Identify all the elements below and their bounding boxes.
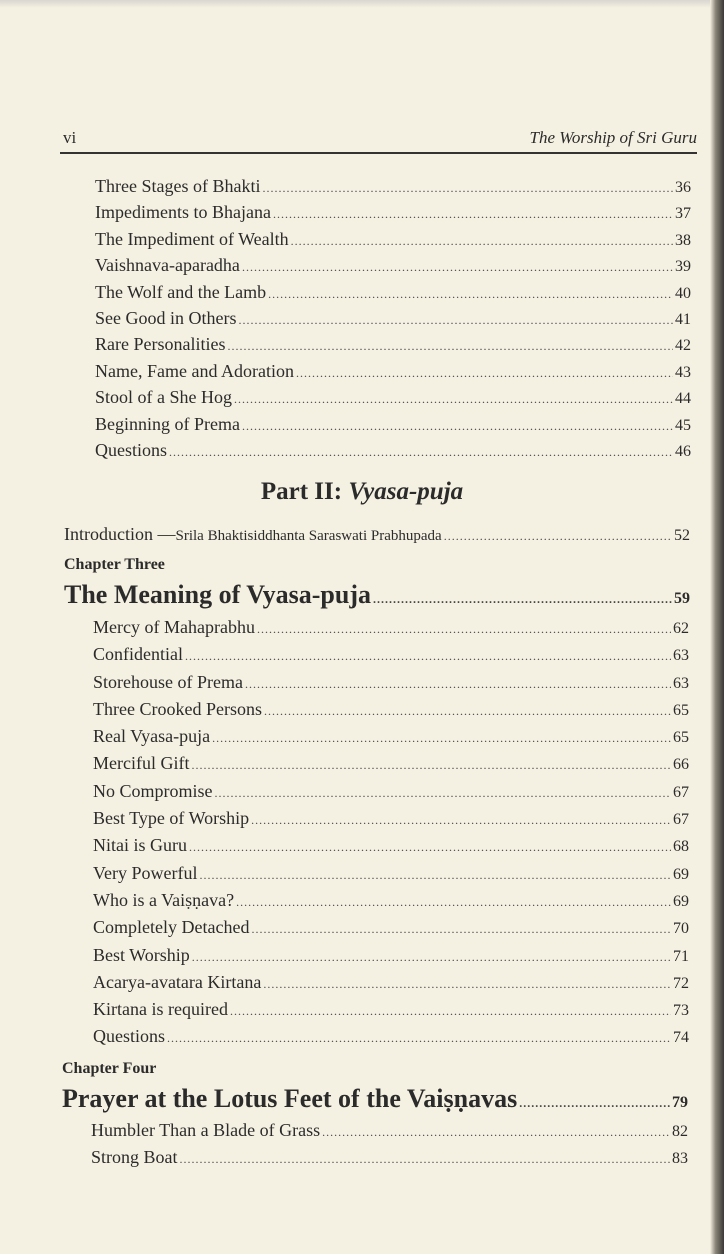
toc-entry-introduction[interactable]: [64, 524, 690, 550]
toc-section-chapter3: [93, 617, 689, 1054]
dot-leader: [322, 1125, 670, 1140]
entry-title: Name, Fame and Adoration: [95, 360, 294, 381]
entry-page: 69: [673, 892, 689, 910]
dot-leader: [230, 1004, 671, 1019]
entry-page: 72: [673, 974, 689, 992]
entry-title: Three Crooked Persons: [93, 698, 262, 719]
chapter-page: 59: [674, 590, 690, 607]
entry-title: Who is a Vaiṣṇava?: [93, 889, 235, 910]
chapter-title-entry[interactable]: [64, 580, 690, 614]
entry-title: No Compromise: [93, 780, 213, 801]
toc-entry[interactable]: [93, 781, 689, 808]
entry-title: Vaishnava-aparadha: [95, 255, 240, 276]
dot-leader: [199, 868, 671, 883]
entry-page: 40: [675, 284, 691, 302]
toc-section-chapter4: [91, 1120, 688, 1175]
dot-leader: [180, 1152, 670, 1167]
chapter-page: 79: [672, 1094, 688, 1111]
dot-leader: [291, 234, 673, 249]
entry-page: 66: [673, 756, 689, 774]
toc-entry[interactable]: [95, 202, 691, 228]
entry-title: Rare Personalities: [95, 334, 226, 355]
part-heading: [0, 478, 724, 506]
toc-entry[interactable]: [93, 808, 689, 835]
entry-page: 62: [673, 620, 689, 637]
entry-title: Nitai is Guru: [93, 835, 187, 856]
dot-leader: [264, 704, 671, 719]
chapter-title-entry[interactable]: [62, 1084, 688, 1118]
toc-entry[interactable]: [93, 672, 689, 699]
dot-leader: [212, 731, 671, 746]
entry-title: Questions: [93, 1026, 165, 1047]
dot-leader: [262, 181, 673, 196]
toc-entry[interactable]: [95, 308, 691, 334]
dot-leader: [236, 895, 671, 910]
dot-leader: [189, 840, 671, 855]
entry-page: 52: [674, 527, 690, 544]
toc-entry[interactable]: [93, 644, 689, 671]
entry-title: Strong Boat: [91, 1147, 178, 1168]
entry-title: The Wolf and the Lamb: [95, 281, 267, 302]
dot-leader: [167, 1031, 671, 1046]
entry-page: 82: [672, 1123, 688, 1140]
entry-title: Introduction —: [64, 524, 176, 544]
entry-page: 39: [675, 258, 691, 276]
entry-title: Confidential: [93, 644, 183, 665]
header-rule: [60, 152, 697, 154]
toc-entry[interactable]: [95, 282, 691, 308]
dot-leader: [257, 622, 671, 637]
toc-entry[interactable]: [93, 999, 689, 1026]
toc-entry[interactable]: [93, 890, 689, 917]
entry-page: 83: [672, 1150, 688, 1168]
dot-leader: [296, 366, 673, 381]
entry-page: 46: [675, 442, 691, 460]
entry-page: 67: [673, 783, 689, 801]
toc-entry[interactable]: [93, 945, 689, 972]
entry-title: Merciful Gift: [93, 753, 190, 774]
dot-leader: [227, 339, 673, 354]
book-spine-edge: [710, 0, 724, 1254]
chapter-title: The Meaning of Vyasa-puja: [64, 580, 371, 609]
toc-entry[interactable]: [91, 1120, 688, 1147]
entry-page: 41: [675, 310, 691, 328]
toc-section-part1-end: [95, 176, 691, 466]
entry-title: Mercy of Mahaprabhu: [93, 617, 255, 637]
toc-entry[interactable]: [93, 863, 689, 890]
entry-title: Very Powerful: [93, 862, 198, 883]
entry-title: Beginning of Prema: [95, 413, 240, 434]
toc-entry[interactable]: [91, 1147, 688, 1174]
dot-leader: [373, 592, 672, 607]
chapter-label: Chapter Four: [62, 1060, 157, 1077]
entry-page: 37: [675, 205, 691, 223]
entry-title: Real Vyasa-puja: [93, 726, 211, 747]
entry-title: Best Type of Worship: [93, 808, 250, 829]
toc-entry[interactable]: [93, 917, 689, 944]
chapter-label: Chapter Three: [64, 556, 165, 573]
entry-author: Srila Bhaktisiddhanta Saraswati Prabhupada: [175, 528, 442, 544]
toc-entry[interactable]: [95, 440, 691, 466]
dot-leader: [169, 445, 673, 460]
toc-entry[interactable]: [93, 617, 689, 644]
entry-title: Three Stages of Bhakti: [95, 176, 261, 196]
page-top-shadow: [0, 0, 724, 8]
entry-title: Storehouse of Prema: [93, 671, 243, 692]
entry-page: 68: [673, 838, 689, 856]
entry-page: 38: [675, 231, 691, 249]
entry-page: 71: [673, 947, 689, 965]
part-title: Vyasa-puja: [348, 478, 464, 505]
entry-page: 36: [675, 179, 691, 196]
entry-page: 74: [673, 1029, 689, 1047]
entry-title: Kirtana is required: [93, 999, 228, 1020]
dot-leader: [234, 392, 673, 407]
toc-entry[interactable]: [95, 229, 691, 255]
dot-leader: [251, 922, 671, 937]
entry-page: 44: [675, 390, 691, 408]
entry-page: 63: [673, 647, 689, 665]
entry-page: 73: [673, 1002, 689, 1020]
toc-entry[interactable]: [93, 753, 689, 780]
entry-title: Best Worship: [93, 944, 190, 965]
entry-page: 67: [673, 811, 689, 829]
toc-entry[interactable]: [95, 255, 691, 281]
toc-entry[interactable]: [93, 726, 689, 753]
entry-title: The Impediment of Wealth: [95, 228, 289, 249]
toc-entry[interactable]: [93, 835, 689, 862]
entry-title: Acarya-avatara Kirtana: [93, 971, 262, 992]
toc-entry[interactable]: [95, 414, 691, 440]
entry-title: Impediments to Bhajana: [95, 202, 271, 223]
dot-leader: [519, 1096, 670, 1111]
dot-leader: [263, 977, 671, 992]
entry-title: Questions: [95, 439, 167, 460]
toc-entry[interactable]: [95, 361, 691, 387]
entry-title: Completely Detached: [93, 917, 250, 938]
toc-entry[interactable]: [93, 972, 689, 999]
dot-leader: [242, 260, 673, 275]
dot-leader: [268, 287, 673, 302]
dot-leader: [192, 950, 671, 965]
entry-page: 65: [673, 701, 689, 719]
entry-page: 42: [675, 337, 691, 355]
entry-page: 43: [675, 363, 691, 381]
dot-leader: [215, 786, 672, 801]
chapter-title: Prayer at the Lotus Feet of the Vaiṣṇavas: [62, 1084, 518, 1113]
dot-leader: [273, 207, 673, 222]
dot-leader: [238, 313, 673, 328]
entry-title: Stool of a She Hog: [95, 387, 232, 408]
dot-leader: [444, 529, 672, 544]
part-label: Part II:: [260, 478, 349, 505]
toc-entry[interactable]: [95, 176, 691, 202]
entry-page: 45: [675, 416, 691, 434]
dot-leader: [251, 813, 671, 828]
book-title: The Worship of Sri Guru: [529, 128, 697, 147]
entry-page: 70: [673, 920, 689, 938]
entry-title: See Good in Others: [95, 307, 237, 328]
entry-title: Humbler Than a Blade of Grass: [91, 1120, 321, 1140]
toc-entry[interactable]: [93, 699, 689, 726]
dot-leader: [185, 649, 671, 664]
toc-entry[interactable]: [95, 334, 691, 360]
dot-leader: [242, 419, 673, 434]
page-number: vi: [63, 128, 77, 147]
entry-page: 69: [673, 865, 689, 883]
toc-entry[interactable]: [93, 1026, 689, 1053]
toc-entry[interactable]: [95, 387, 691, 413]
dot-leader: [191, 758, 671, 773]
entry-page: 65: [673, 729, 689, 747]
dot-leader: [245, 677, 671, 692]
entry-page: 63: [673, 674, 689, 692]
running-header: [63, 128, 697, 150]
